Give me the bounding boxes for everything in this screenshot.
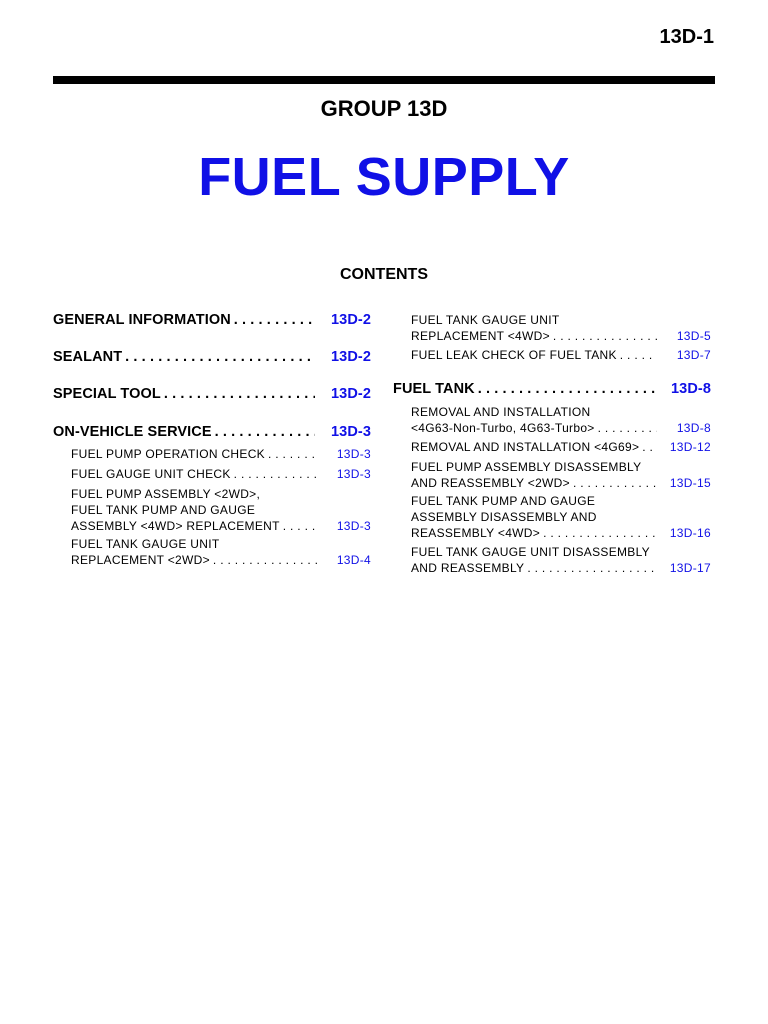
leader-dots [234,312,315,328]
leader-dots [598,420,657,436]
toc-entry-removal-4g69[interactable] [411,439,711,455]
toc-label-line: FUEL TANK GAUGE UNIT DISASSEMBLY [411,545,650,559]
toc-page-link[interactable]: 13D-2 [331,349,371,365]
toc-entry-general-information[interactable] [53,312,371,328]
toc-label-line: ASSEMBLY <4WD> REPLACEMENT [71,519,280,533]
toc-page-link[interactable]: 13D-3 [336,467,371,481]
toc-label-line: ASSEMBLY DISASSEMBLY AND [411,510,597,524]
toc-label: FUEL TANK [393,381,475,397]
toc-label-line: <4G63-Non-Turbo, 4G63-Turbo> [411,421,595,435]
leader-dots [642,439,657,455]
toc-entry-fuel-leak-check[interactable] [411,347,711,363]
toc-entry-fuel-gauge-unit-check[interactable] [71,466,371,482]
toc-label-line: REPLACEMENT <4WD> [411,329,550,343]
toc-page-link[interactable]: 13D-4 [336,553,371,567]
toc-label-line: REPLACEMENT <2WD> [71,553,210,567]
page-number: 13D-1 [659,26,714,48]
toc-label: FUEL PUMP OPERATION CHECK [71,447,265,461]
main-title: FUEL SUPPLY [198,147,570,207]
toc-entry-pump-disassembly-2wd[interactable] [411,459,711,491]
toc-label: ON-VEHICLE SERVICE [53,424,212,440]
toc-label: FUEL GAUGE UNIT CHECK [71,467,231,481]
toc-label-line: FUEL TANK PUMP AND GAUGE [411,494,596,508]
contents-heading: CONTENTS [340,266,428,283]
toc-page-link[interactable]: 13D-8 [671,381,711,397]
toc-page-link[interactable]: 13D-8 [676,421,711,435]
toc-label-line: FUEL PUMP ASSEMBLY <2WD>, [71,487,261,501]
toc-entry-fuel-pump-operation-check[interactable] [71,446,371,462]
leader-dots [527,560,657,576]
leader-dots [234,466,317,482]
group-title: GROUP 13D [320,96,448,121]
toc-entry-gauge-unit-replacement-4wd[interactable] [411,312,711,344]
toc-label: REMOVAL AND INSTALLATION <4G69> [411,440,640,454]
toc-label-line: FUEL TANK GAUGE UNIT [411,313,560,327]
toc-page-link[interactable]: 13D-3 [336,447,371,461]
toc-page-link[interactable]: 13D-7 [676,348,711,362]
leader-dots [553,328,657,344]
toc-label-line: FUEL TANK GAUGE UNIT [71,537,220,551]
toc-label-line: FUEL TANK PUMP AND GAUGE [71,503,256,517]
leader-dots [573,475,657,491]
toc-page-link[interactable]: 13D-16 [669,526,711,540]
toc-label: GENERAL INFORMATION [53,312,231,328]
toc-label-line: REASSEMBLY <4WD> [411,526,541,540]
toc-label: SEALANT [53,349,123,365]
toc-entry-special-tool[interactable] [53,386,371,402]
toc-entry-removal-4g63[interactable] [411,404,711,436]
toc-page-link[interactable]: 13D-15 [669,476,711,490]
toc-label-line: REMOVAL AND INSTALLATION [411,405,591,419]
toc-entry-gauge-unit-replacement-2wd[interactable] [71,536,371,568]
top-rule [53,76,715,84]
leader-dots [620,347,657,363]
toc-label: SPECIAL TOOL [53,386,161,402]
toc-label-line: AND REASSEMBLY [411,561,525,575]
leader-dots [125,349,315,365]
toc-entry-fuel-tank[interactable] [393,381,711,397]
toc-page-link[interactable]: 13D-3 [336,519,371,533]
leader-dots [215,424,315,440]
leader-dots [213,552,317,568]
toc-page-link[interactable]: 13D-17 [669,561,711,575]
toc-entry-on-vehicle-service[interactable] [53,424,371,440]
toc-label: FUEL LEAK CHECK OF FUEL TANK [411,348,617,362]
toc-page-link[interactable]: 13D-5 [676,329,711,343]
leader-dots [478,381,655,397]
leader-dots [164,386,315,402]
toc-page-link[interactable]: 13D-2 [331,312,371,328]
toc-entry-pump-gauge-disassembly-4wd[interactable] [411,493,711,541]
toc-page-link[interactable]: 13D-12 [669,440,711,454]
leader-dots [283,518,317,534]
toc-entry-sealant[interactable] [53,349,371,365]
toc-label-line: FUEL PUMP ASSEMBLY DISASSEMBLY [411,460,642,474]
toc-page-link[interactable]: 13D-3 [331,424,371,440]
toc-page-link[interactable]: 13D-2 [331,386,371,402]
leader-dots [543,525,657,541]
toc-label-line: AND REASSEMBLY <2WD> [411,476,570,490]
toc-entry-gauge-unit-disassembly[interactable] [411,544,711,576]
leader-dots [268,446,317,462]
toc-entry-fuel-pump-assembly[interactable] [71,486,371,534]
